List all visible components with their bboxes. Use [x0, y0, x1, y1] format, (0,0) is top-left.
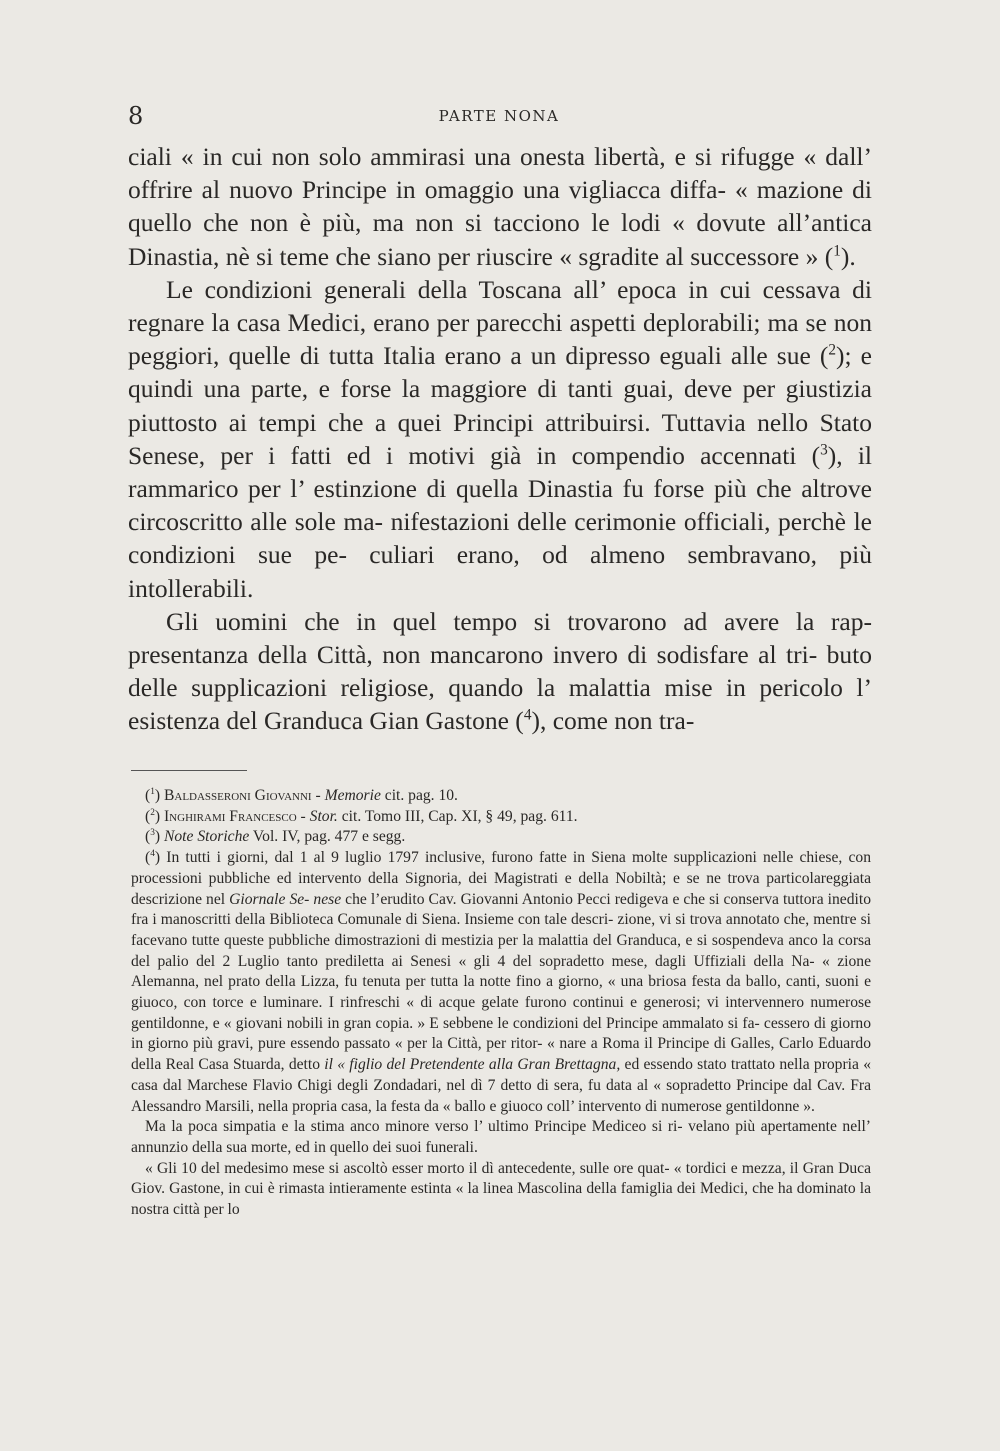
- footnote-continuation: « Gli 10 del medesimo mese si ascoltò esser morto il dì antecedente, sulle ore quat- « tordici e mezza, il Gran Duca Giov. Gastone, in cui è rimasta intieramente estinta « la linea Mascolina della famiglia dei Medici, che ha dominato la nostra città per lo: [131, 1159, 871, 1219]
- footnote-rule: [131, 770, 247, 771]
- main-text: [128, 140, 872, 738]
- page-header: [128, 102, 870, 132]
- paragraph: ciali « in cui non solo ammirasi una onesta libertà, e si rifugge « dall’ offrire al nuovo Principe in omaggio una vigliacca diffa- « mazione di quello che non è più, ma non si tacciono le lodi « dovute all’antica Dinastia, nè si teme che siano per riuscire « sgradite al successore » ($^1$).: [128, 142, 872, 271]
- footnote: ($^4$) In tutti i giorni, dal 1 al 9 luglio 1797 inclusive, furono fatte in Siena molte supplicazioni nelle chiese, con processioni pubbliche ed intervento della Signoria, dei Magistrati e della Nobiltà; e se ne trova particolareggiata descrizione nel Giornale Se- nese che l’erudito Cav. Giovanni Antonio Pecci redigeva e che si conserva tuttora inedito fra i manoscritti della Biblioteca Comunale di Siena. Insieme con tale descri- zione, vi si trova annotato che, mentre si facevano tutte queste pubbliche dimostrazioni di mestizia per la malattia del Granduca, e si sospendeva anco la corsa del palio del 2 Luglio tanto prediletta ai Senesi « gli 4 del sopradetto mese, dagli Uffiziali della Na- « zione Alemanna, nel prato della Lizza, fu tenuta per tutta la notte fino a giorno, « una briosa festa da ballo, canti, suoni e giuoco, con torce e luminare. I rinfreschi « di acque gelate furono continui e generosi; vi intervennero numerose gentildonne, e « giovani nobili in gran copia. » E sebbene le condizioni del Principe ammalato si fa- cessero di giorno in giorno più gravi, pure essendo passato « per la Città, per ritor- « nare a Roma il Principe di Galles, Carlo Eduardo della Real Casa Stuarda, detto il « figlio del Pretendente alla Gran Brettagna, ed essendo stato trattato nella propria « casa dal Marchese Flavio Chigi degli Zondadari, nel dì 7 detto di sera, fu data al « sopradetto Principe dal Cav. Fra Alessandro Marsili, nella propria casa, la festa da « ballo e giuoco coll’ intervento di numerose gentildonne ».: [131, 848, 871, 1115]
- footnote: ($^3$) Note Storiche Vol. IV, pag. 477 e segg.: [145, 828, 406, 846]
- footnotes: [131, 786, 871, 1221]
- page-number: 8: [128, 102, 144, 130]
- footnote: ($^1$) Baldasseroni Giovanni - Memorie cit. pag. 10.: [145, 786, 458, 804]
- paragraph: Gli uomini che in quel tempo si trovarono ad avere la rap- presentanza della Città, non mancarono invero di sodisfare al tri- buto delle supplicazioni religiose, quando la malattia mise in pericolo l’ esistenza del Granduca Gian Gastone ($^4$), come non tra-: [128, 606, 872, 736]
- paragraph: Le condizioni generali della Toscana all’ epoca in cui cessava di regnare la casa Medici, erano per parecchi aspetti deplorabili; ma se non peggiori, quelle di tutta Italia erano a un dipresso eguali alle sue ($^2$); e quindi una parte, e forse la maggiore di tanti guai, deve per giustizia piuttosto ai tempi che a quei Principi attribuirsi. Tuttavia nello Stato Senese, per i fatti ed i motivi già in compendio accennati ($^3$), il rammarico per l’ estinzione di quella Dinastia fu forse più che altrove circoscritto alle sole ma- nifestazioni delle cerimonie officiali, perchè le condizioni sue pe- culiari erano, od almeno sembravano, più intollerabili.: [128, 274, 872, 603]
- running-head: PARTE NONA: [438, 107, 560, 125]
- footnote-continuation: Ma la poca simpatia e la stima anco minore verso l’ ultimo Principe Mediceo si ri- velano più apertamente nell’ annunzio della sua morte, ed in quello dei suoi funerali.: [131, 1118, 871, 1156]
- footnote: ($^2$) Inghirami Francesco - Stor. cit. Tomo III, Cap. XI, § 49, pag. 611.: [145, 807, 578, 825]
